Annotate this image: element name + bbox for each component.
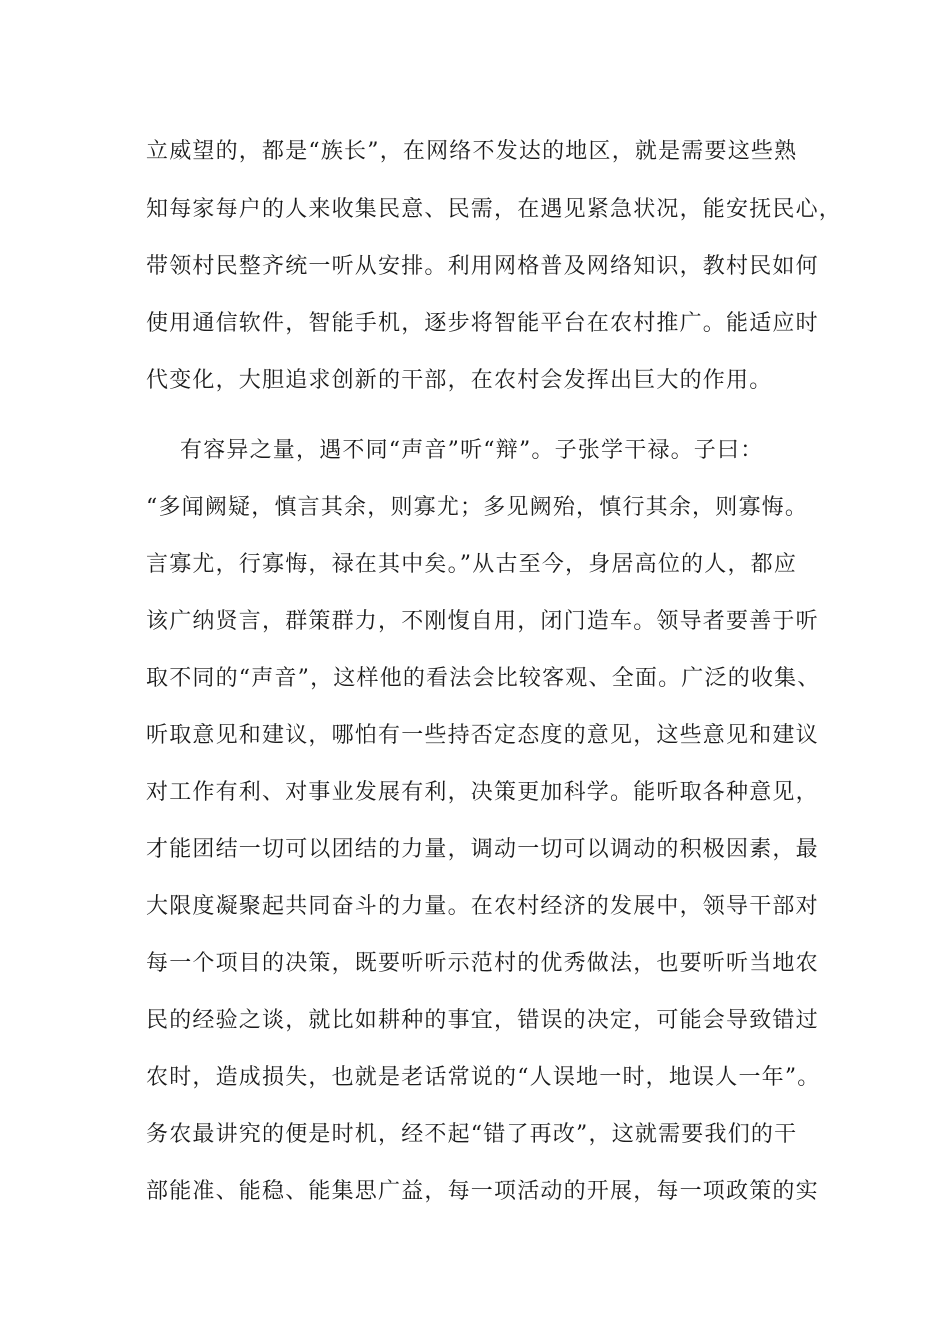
paragraph-2-line-2: “多闻阙疑，慎言其余，则寡尤；多见阙殆，慎行其余，则寡悔。 bbox=[146, 495, 809, 520]
paragraph-2-line-7: 对工作有利、对事业发展有利，决策更加科学。能听取各种意见， bbox=[146, 780, 819, 805]
paragraph-2-line-6: 听取意见和建议，哪怕有一些持否定态度的意见，这些意见和建议 bbox=[146, 723, 819, 748]
paragraph-1-line-3: 带领村民整齐统一听从安排。利用网格普及网络知识，教村民如何 bbox=[146, 254, 819, 279]
paragraph-2-line-13: 务农最讲究的便是时机，经不起“错了再改”，这就需要我们的干 bbox=[146, 1122, 798, 1147]
paragraph-2-line-5: 取不同的“声音”，这样他的看法会比较客观、全面。广泛的收集、 bbox=[146, 666, 821, 691]
paragraph-2-line-9: 大限度凝聚起共同奋斗的力量。在农村经济的发展中，领导干部对 bbox=[146, 894, 819, 919]
paragraph-2-line-14: 部能准、能稳、能集思广益，每一项活动的开展，每一项政策的实 bbox=[146, 1179, 819, 1204]
paragraph-2-line-4: 该广纳贤言，群策群力，不刚愎自用，闭门造车。领导者要善于听 bbox=[146, 609, 819, 634]
paragraph-2-line-8: 才能团结一切可以团结的力量，调动一切可以调动的积极因素，最 bbox=[146, 837, 819, 862]
paragraph-1-line-5: 代变化，大胆追求创新的干部，在农村会发挥出巨大的作用。 bbox=[146, 368, 773, 393]
paragraph-1-line-2: 知每家每户的人来收集民意、民需，在遇见紧急状况，能安抚民心， bbox=[146, 197, 843, 222]
paragraph-2-line-12: 农时，造成损失，也就是老话常说的“人误地一时，地误人一年”。 bbox=[146, 1065, 821, 1090]
paragraph-2-line-11: 民的经验之谈，就比如耕种的事宜，错误的决定，可能会导致错过 bbox=[146, 1008, 819, 1033]
paragraph-1-line-1: 立威望的，都是“族长”，在网络不发达的地区，就是需要这些熟 bbox=[146, 139, 798, 164]
paragraph-1-line-4: 使用通信软件，智能手机，逐步将智能平台在农村推广。能适应时 bbox=[146, 311, 819, 336]
paragraph-2-line-10: 每一个项目的决策，既要听听示范村的优秀做法，也要听听当地农 bbox=[146, 951, 819, 976]
paragraph-2-line-1: 有容异之量，遇不同“声音”听“辩”。子张学干禄。子曰： bbox=[180, 438, 764, 463]
paragraph-2-line-3: 言寡尤，行寡悔，禄在其中矣。”从古至今，身居高位的人，都应 bbox=[146, 552, 798, 577]
